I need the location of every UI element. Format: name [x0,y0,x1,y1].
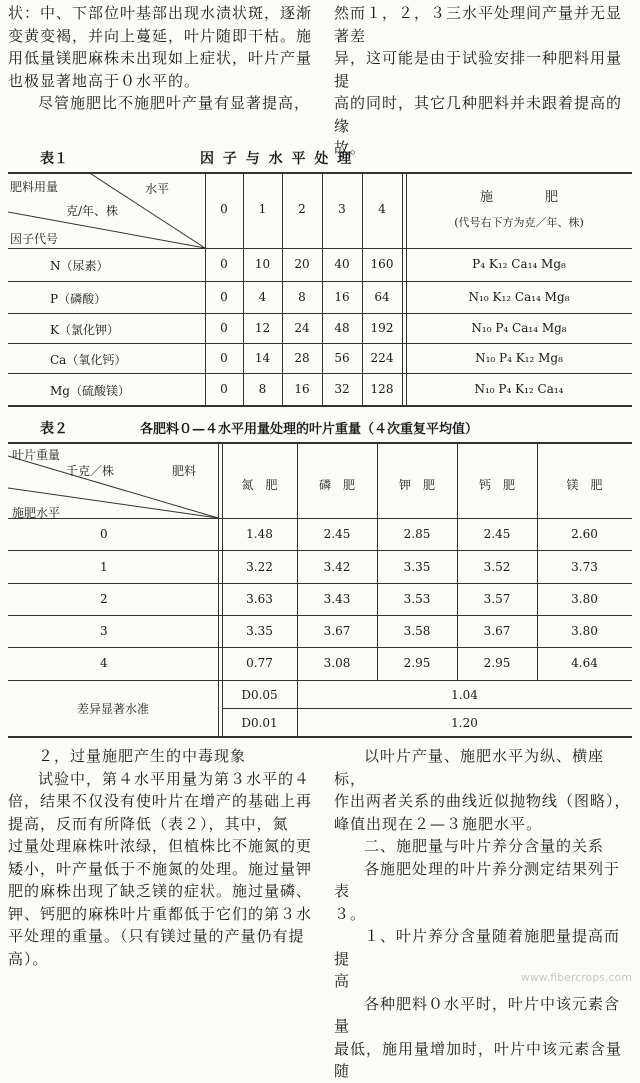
table-1-corner-d: 因子代号 [10,232,59,246]
bottom-left-column [8,745,328,970]
value-cell: 2.95 [403,656,431,670]
value-cell: 2.60 [571,527,598,541]
table-2-corner-a: 叶片重量 [12,448,61,462]
fertilizer-header: 钙 肥 [478,478,515,492]
fert-cell: N₁₀ K₁₂ Ca₁₄ Mg₈ [468,290,570,304]
value-cell: 2.95 [483,656,511,670]
paragraph-line: 也极显著地高于０水平的。 [8,71,201,90]
table-1-corner-b: 水平 [145,182,170,196]
value-cell: 224 [370,351,394,365]
fertilizer-header: 磷 肥 [318,478,355,492]
paragraph-line: 峰值出现在２—３施肥水平。 [334,814,543,833]
bottom-right-column [334,745,634,1083]
fertilizer-header: 钾 肥 [398,478,435,492]
paragraph-line: 试验中，第４水平用量为第３水平的４ [38,769,311,788]
section-heading: ２，过量施肥产生的中毒现象 [38,747,247,765]
value-cell: 48 [334,321,350,335]
paragraph-line: 平处理的重量。（只有镁过量的产量仍有提 [8,927,305,945]
paragraph-line: 故。 [334,139,367,157]
paragraph-line: 过量处理麻株叶浓绿，但植株比不施氮的更 [8,837,313,855]
value-cell: 0 [220,351,228,365]
paragraph-line: 各种肥料０水平时，叶片中该元素含量 [334,994,621,1035]
paragraph-line: 高）。 [8,949,49,968]
value-cell: 3.80 [571,624,598,638]
value-cell: 4.64 [571,656,598,670]
table-2-corner-d: 施肥水平 [12,506,61,520]
fert-cell: N₁₀ P₄ Ca₁₄ Mg₈ [471,321,567,335]
value-cell: 32 [334,382,350,396]
value-cell: 3.08 [323,656,351,670]
value-cell: 0 [220,257,228,271]
fertilizer-header: 镁 肥 [566,478,603,492]
top-left-column [8,2,328,115]
value-cell: 3.57 [483,592,511,606]
value-cell: 12 [254,321,271,335]
value-cell: 4 [258,290,267,304]
fert-cell: P₄ K₁₂ Ca₁₄ Mg₈ [472,257,566,271]
level-cell: 3 [100,624,108,638]
paragraph-line: 然而１，２，３三水平处理间产量并无显著差 [334,4,623,45]
level-cell: 0 [100,527,108,541]
value-cell: 3.67 [323,624,351,638]
table-2-label: 表２ [40,421,68,437]
table-1-level-header: 1 [258,202,267,216]
value-cell: 20 [294,257,310,271]
value-cell: 3.43 [323,592,351,606]
value-cell: 192 [370,321,394,335]
table-2-title: 各肥料０—４水平用量处理的叶片重量（４次重复平均值） [140,422,479,437]
value-cell: 128 [370,382,394,396]
paragraph-line: 高的同时，其它几种肥料并未跟着提高的缘 [334,94,623,135]
value-cell: 40 [334,257,350,271]
value-cell: 2.85 [403,527,431,541]
table-1-corner-c: 克/年、株 [66,204,119,218]
top-right-column [334,2,634,160]
paragraph-line: 提高，反而有所降低（表２），其中，氮 [8,814,289,833]
value-cell: 3.58 [403,624,431,638]
value-cell: 28 [294,351,310,365]
value-cell: 3.73 [571,560,598,574]
value-cell: 16 [334,290,350,304]
factor-cell: Mg（硫酸镁） [50,384,130,398]
value-cell: 3.53 [403,592,431,606]
factor-cell: Ca（氧化钙） [50,353,127,367]
paragraph-line: 尽管施肥比不施肥叶产量有显著提高， [38,94,311,112]
value-cell: 3.35 [246,624,273,638]
table-1-fert-header: 施 肥 [479,190,558,205]
value-cell: 2.45 [323,527,351,541]
value-cell: 0 [220,382,228,396]
value-cell: 56 [334,351,350,365]
significance-label: 差异显著水准 [76,702,149,716]
paragraph-line: 状：中、下部位叶基部出现水渍状斑，逐渐 [8,4,313,22]
paragraph-line: 变黄变褐，并向上蔓延，叶片随即干枯。施 [8,26,313,45]
paragraph-line: 异，这可能是由于试验安排一种肥料用量提 [334,49,623,90]
paragraph-line: 各施肥处理的叶片养分测定结果列于表 [334,859,621,900]
value-cell: 0 [220,321,228,335]
value-cell: 1.48 [246,527,273,541]
value-cell: 0.77 [246,656,273,670]
value-cell: 2.45 [483,527,511,541]
significance-level: D0.05 [241,688,278,702]
section-heading: 二、施肥量与叶片养分含量的关系 [364,837,605,855]
table-1-level-header: 3 [338,202,346,216]
fertilizer-header: 氮 肥 [241,478,278,492]
value-cell: 3.67 [483,624,511,638]
value-cell: 3.80 [571,592,598,606]
table-1-level-header: 0 [220,202,228,216]
paragraph-line: 作出两者关系的曲线近似抛物线（图略）， [334,792,631,810]
table-1-level-header: 4 [378,202,386,216]
value-cell: 160 [370,257,394,271]
paragraph-line: 钾、钙肥的麻株叶片重都低于它们的第３水 [8,904,313,923]
value-cell: 10 [254,257,271,271]
paragraph-line: ３。 [334,904,367,923]
table-1-label: 表１ [40,151,68,167]
paragraph-line: 用低量镁肥麻株未出现如上症状，叶片产量 [8,49,313,67]
significance-level: D0.01 [241,716,278,730]
factor-cell: N（尿素） [50,259,109,273]
table-1-fert-note: (代号右下方为克／年、株) [454,216,584,229]
value-cell: 3.52 [483,560,511,574]
level-cell: 2 [100,592,108,606]
significance-value: 1.04 [451,688,478,702]
value-cell: 8 [298,290,306,304]
significance-value: 1.20 [451,716,478,730]
subsection-heading: １、叶片养分含量随着施肥量提高而提 [334,927,621,968]
factor-cell: P（磷酸） [50,292,107,306]
subsection-heading: 高 [334,972,351,990]
fert-cell: N₁₀ P₄ K₁₂ Mg₈ [475,351,563,365]
table-2-corner-b: 千克／株 [66,464,115,478]
value-cell: 3.35 [403,560,431,574]
table-1-corner-a: 肥料用量 [10,180,59,194]
value-cell: 24 [294,321,310,335]
value-cell: 3.42 [323,560,351,574]
paragraph-line: 最低，施用量增加时，叶片中该元素含量随 [334,1039,623,1080]
factor-cell: K（氯化钾） [50,323,119,337]
fert-cell: N₁₀ P₄ K₁₂ Ca₁₄ [474,382,564,396]
value-cell: 3.22 [246,560,273,574]
paragraph-line: 以叶片产量、施肥水平为纵、横座标， [334,747,605,788]
value-cell: 64 [374,290,390,304]
value-cell: 8 [258,382,267,396]
table-2-corner-c: 肥料 [172,464,197,478]
table-1-level-header: 2 [298,202,306,216]
table-1-title: 因 子 与 水 平 处 理 [200,151,354,167]
value-cell: 3.63 [246,592,273,606]
paragraph-line: 矮小，叶产量低于不施氮的处理。施过量钾 [8,859,313,878]
level-cell: 1 [100,560,108,574]
paragraph-line: 倍，结果不仅没有使叶片在增产的基础上再 [8,792,313,810]
value-cell: 0 [220,290,228,304]
paragraph-line: 肥的麻株出现了缺乏镁的症状。施过量磷、 [8,882,313,900]
watermark: www.fibercrops.com [520,971,632,984]
value-cell: 14 [254,351,271,365]
value-cell: 16 [294,382,310,396]
level-cell: 4 [100,656,108,670]
